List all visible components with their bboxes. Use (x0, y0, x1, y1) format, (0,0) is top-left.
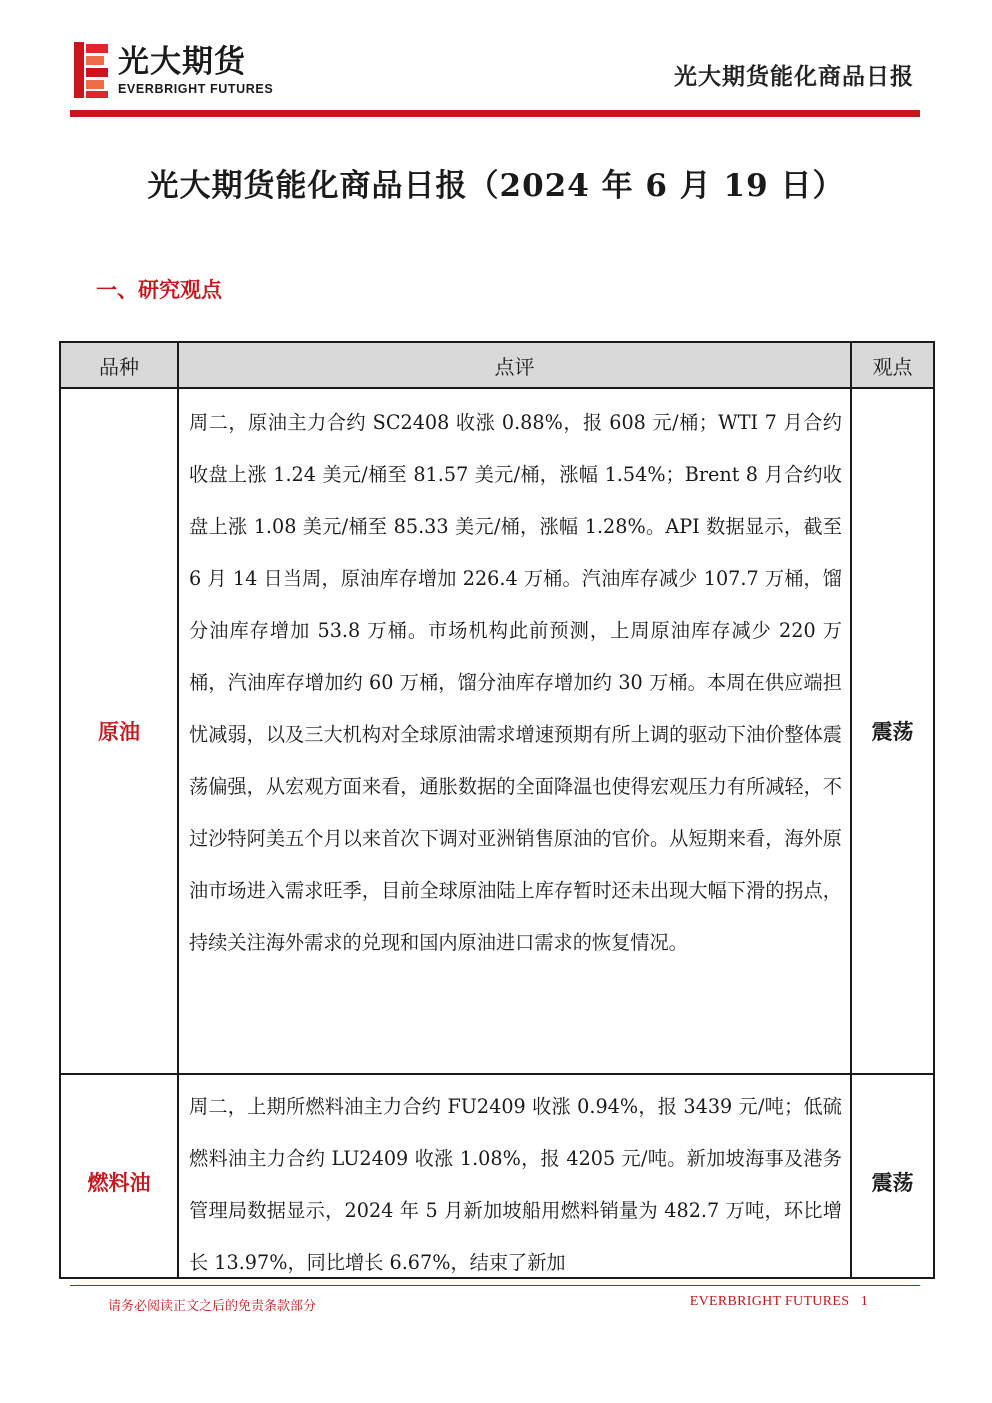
product-view: 震荡 (851, 1074, 934, 1279)
footer-divider (70, 1285, 920, 1286)
research-view-table (59, 341, 935, 1279)
page-number: 1 (860, 1294, 868, 1309)
product-view: 震荡 (851, 388, 934, 1074)
table-bottom-border (59, 1277, 933, 1279)
product-comment: 周二，上期所燃料油主力合约 FU2409 收涨 0.94%，报 3439 元/吨；低硫燃料油主力合约 LU2409 收涨 1.08%，报 4205 元/吨。新加坡海事及港务管理局数据显示，2024 年 5 月新加坡船用燃料销量为 482.7 万吨，环比增长 13.97%，同比增长 6.67%，结束了新加 (178, 1074, 851, 1279)
header-product: 品种 (60, 342, 178, 388)
product-comment: 周二，原油主力合约 SC2408 收涨 0.88%，报 608 元/桶；WTI 7 月合约收盘上涨 1.24 美元/桶至 81.57 美元/桶，涨幅 1.54%；Brent 8 月合约收盘上涨 1.08 美元/桶至 85.33 美元/桶，涨幅 1.28%。API 数据显示，截至 6 月 14 日当周，原油库存增加 226.4 万桶。汽油库存减少 107.7 万桶，馏分油库存增加 53.8 万桶。市场机构此前预测，上周原油库存减少 220 万桶，汽油库存增加约 60 万桶，馏分油库存增加约 30 万桶。本周在供应端担忧减弱，以及三大机构对全球原油需求增速预期有所上调的驱动下油价整体震荡偏强，从宏观方面来看，通胀数据的全面降温也使得宏观压力有所减轻，不过沙特阿美五个月以来首次下调对亚洲销售原油的官价。从短期来看，海外原油市场进入需求旺季，目前全球原油陆上库存暂时还未出现大幅下滑的拐点，持续关注海外需求的兑现和国内原油进口需求的恢复情况。 (178, 388, 851, 1074)
footer-brand: EVERBRIGHT FUTURES (689, 1294, 850, 1309)
footer-brand-page (690, 1294, 868, 1310)
table-header-row (60, 342, 934, 388)
logo-chinese-name: 光大期货 (118, 44, 246, 80)
product-name: 燃料油 (60, 1074, 178, 1279)
product-name: 原油 (60, 388, 178, 1074)
section-heading: 一、研究观点 (96, 277, 222, 302)
table-row (60, 388, 934, 1074)
header-view: 观点 (851, 342, 934, 388)
logo-english-name: EVERBRIGHT FUTURES (118, 82, 274, 96)
footer-disclaimer: 请务必阅读正文之后的免责条款部分 (108, 1299, 317, 1314)
document-title: 光大期货能化商品日报（2024 年 6 月 19 日） (147, 168, 845, 204)
table-row (60, 1074, 934, 1279)
header-comment: 点评 (178, 342, 851, 388)
header-report-name: 光大期货能化商品日报 (674, 63, 914, 90)
